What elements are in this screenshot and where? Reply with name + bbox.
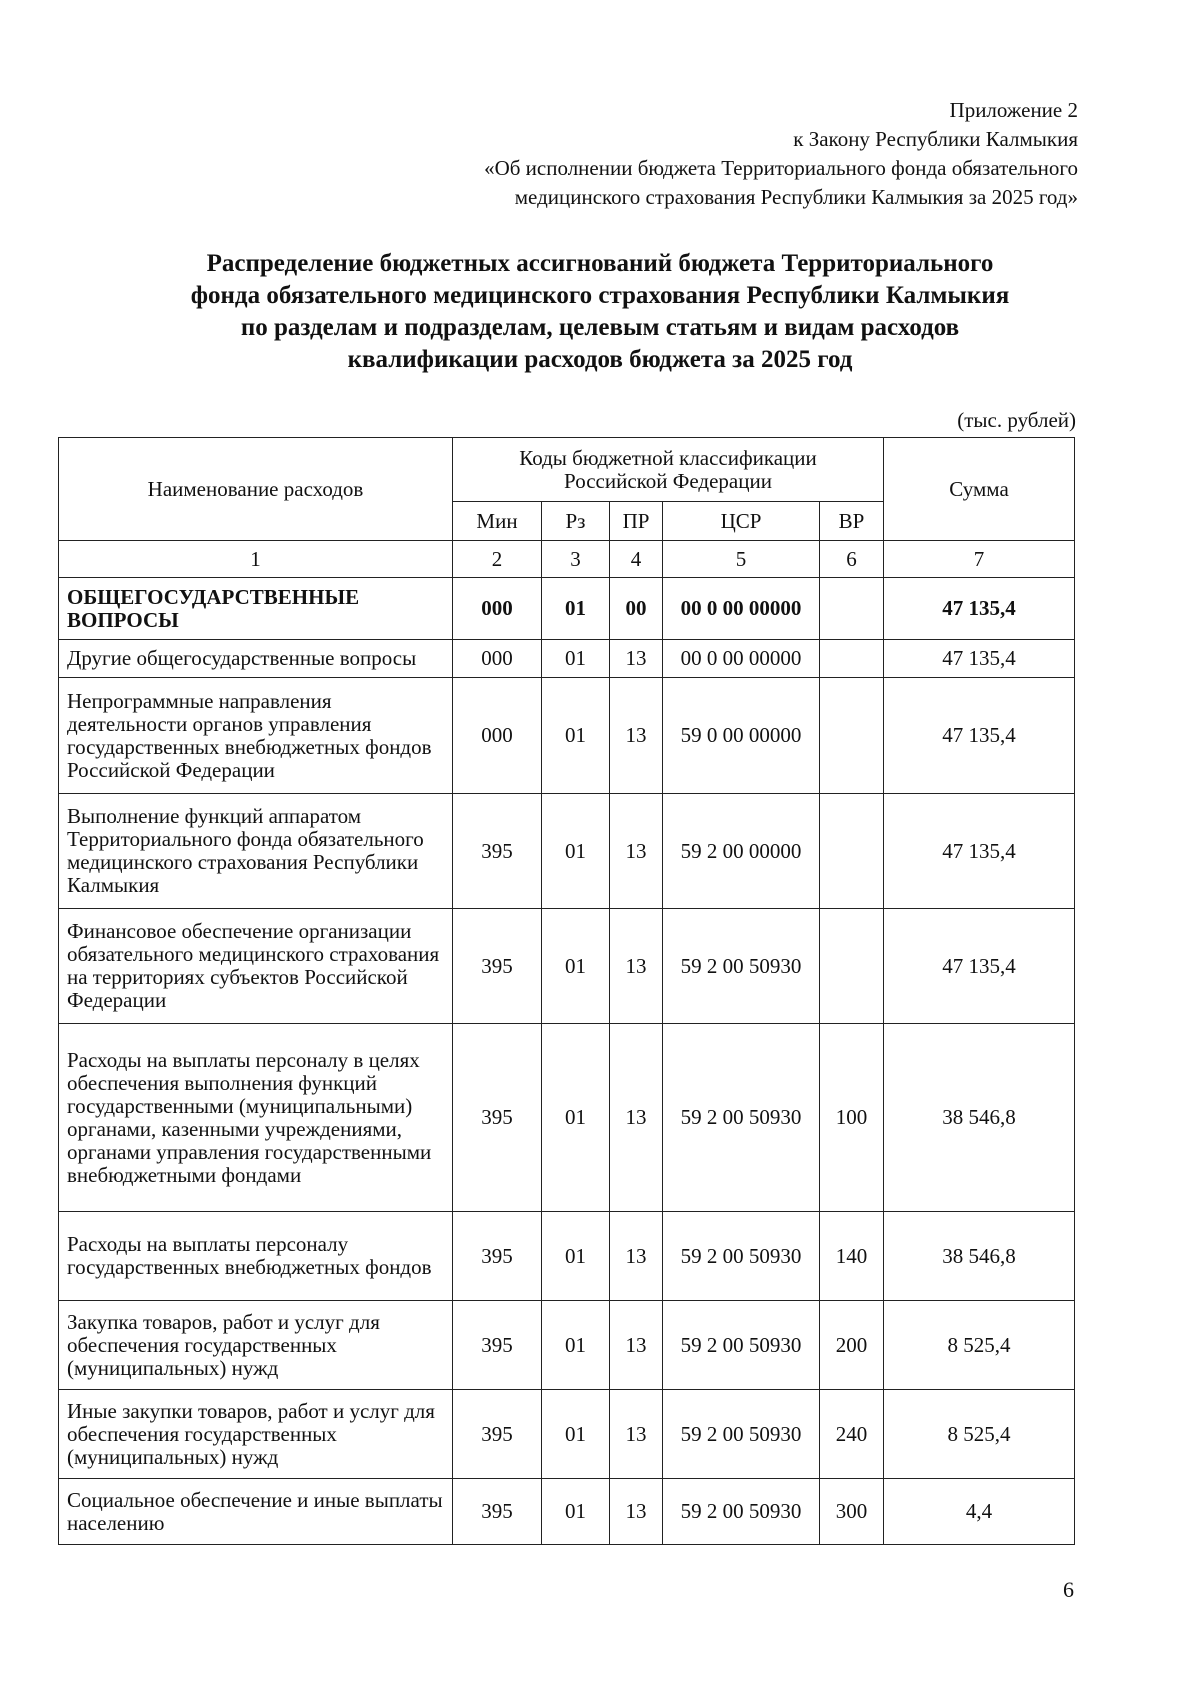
row-rz: 01 [542, 1212, 610, 1301]
row-name: Закупка товаров, работ и услуг для обеспечения государственных (муниципальных) нужд [59, 1301, 453, 1390]
row-vr: 200 [820, 1301, 884, 1390]
header-codes: Коды бюджетной классификации Российской Федерации [453, 438, 884, 502]
table-row [59, 578, 1075, 640]
row-vr: 300 [820, 1479, 884, 1545]
row-csr: 59 0 00 00000 [663, 678, 820, 794]
index-cell: 2 [453, 541, 542, 578]
row-sum: 4,4 [884, 1479, 1075, 1545]
row-pr: 13 [610, 1212, 663, 1301]
row-rz: 01 [542, 640, 610, 678]
row-name: Другие общегосударственные вопросы [59, 640, 453, 678]
row-pr: 13 [610, 794, 663, 909]
row-pr: 13 [610, 678, 663, 794]
index-cell: 1 [59, 541, 453, 578]
header-vr: ВР [820, 502, 884, 541]
row-vr [820, 678, 884, 794]
row-sum: 38 546,8 [884, 1024, 1075, 1212]
row-csr: 00 0 00 00000 [663, 578, 820, 640]
row-pr: 13 [610, 1479, 663, 1545]
index-cell: 3 [542, 541, 610, 578]
row-rz: 01 [542, 678, 610, 794]
title-line: по разделам и подразделам, целевым статьям и видам расходов [240, 314, 960, 341]
row-pr: 13 [610, 640, 663, 678]
row-name: Социальное обеспечение и иные выплаты населению [59, 1479, 453, 1545]
header-csr: ЦСР [663, 502, 820, 541]
table-row [59, 1301, 1075, 1390]
row-vr: 100 [820, 1024, 884, 1212]
row-pr: 13 [610, 909, 663, 1024]
budget-table [58, 437, 1075, 1545]
row-vr [820, 794, 884, 909]
row-csr: 59 2 00 50930 [663, 1024, 820, 1212]
table-row [59, 640, 1075, 678]
row-pr: 13 [610, 1024, 663, 1212]
row-pr: 13 [610, 1301, 663, 1390]
row-min: 395 [453, 1390, 542, 1479]
row-csr: 59 2 00 00000 [663, 794, 820, 909]
row-sum: 47 135,4 [884, 640, 1075, 678]
row-rz: 01 [542, 1479, 610, 1545]
appendix-line: медицинского страхования Республики Калмыкия за 2025 год» [514, 185, 1078, 209]
row-pr: 13 [610, 1390, 663, 1479]
row-name: Выполнение функций аппаратом Территориального фонда обязательного медицинского страхования Республики Калмыкия [59, 794, 453, 909]
row-min: 000 [453, 578, 542, 640]
row-vr: 140 [820, 1212, 884, 1301]
header-min: Мин [453, 502, 542, 541]
table-row [59, 1390, 1075, 1479]
row-min: 395 [453, 1024, 542, 1212]
index-cell: 6 [820, 541, 884, 578]
row-min: 395 [453, 794, 542, 909]
row-rz: 01 [542, 1301, 610, 1390]
row-vr [820, 909, 884, 1024]
row-min: 395 [453, 1301, 542, 1390]
appendix-line: «Об исполнении бюджета Территориального фонда обязательного [484, 156, 1078, 180]
row-vr [820, 640, 884, 678]
row-csr: 59 2 00 50930 [663, 909, 820, 1024]
row-csr: 59 2 00 50930 [663, 1479, 820, 1545]
row-name: Расходы на выплаты персоналу в целях обеспечения выполнения функций государственными (муниципальными) органами, казенными учреждениями, органами управления государственными внебюджетными фондами [59, 1024, 453, 1212]
row-name: Расходы на выплаты персоналу государственных внебюджетных фондов [59, 1212, 453, 1301]
title-line: квалификации расходов бюджета за 2025 год [347, 346, 853, 373]
row-csr: 59 2 00 50930 [663, 1212, 820, 1301]
row-sum: 8 525,4 [884, 1301, 1075, 1390]
appendix-reference [318, 96, 1078, 212]
index-cell: 5 [663, 541, 820, 578]
index-cell: 7 [884, 541, 1075, 578]
row-sum: 47 135,4 [884, 678, 1075, 794]
row-min: 395 [453, 1212, 542, 1301]
row-vr [820, 578, 884, 640]
row-sum: 47 135,4 [884, 578, 1075, 640]
table-row [59, 794, 1075, 909]
header-rz: Рз [542, 502, 610, 541]
table-row [59, 1024, 1075, 1212]
row-rz: 01 [542, 794, 610, 909]
table-row [59, 909, 1075, 1024]
row-name: Иные закупки товаров, работ и услуг для обеспечения государственных (муниципальных) нужд [59, 1390, 453, 1479]
title-line: фонда обязательного медицинского страхования Республики Калмыкия [190, 282, 1010, 309]
header-name: Наименование расходов [59, 438, 453, 541]
document-title [60, 248, 1140, 376]
appendix-line: Приложение 2 [949, 98, 1078, 122]
row-rz: 01 [542, 578, 610, 640]
column-index-row [59, 541, 1075, 578]
units-label: (тыс. рублей) [957, 408, 1076, 432]
page-number: 6 [1063, 1577, 1074, 1602]
row-csr: 59 2 00 50930 [663, 1301, 820, 1390]
row-csr: 00 0 00 00000 [663, 640, 820, 678]
row-rz: 01 [542, 1390, 610, 1479]
table-row [59, 678, 1075, 794]
row-vr: 240 [820, 1390, 884, 1479]
row-min: 000 [453, 678, 542, 794]
row-min: 395 [453, 1479, 542, 1545]
row-min: 000 [453, 640, 542, 678]
row-sum: 8 525,4 [884, 1390, 1075, 1479]
table-row [59, 1479, 1075, 1545]
row-pr: 00 [610, 578, 663, 640]
appendix-line: к Закону Республики Калмыкия [793, 127, 1078, 151]
row-sum: 47 135,4 [884, 909, 1075, 1024]
row-csr: 59 2 00 50930 [663, 1390, 820, 1479]
row-min: 395 [453, 909, 542, 1024]
row-rz: 01 [542, 909, 610, 1024]
row-sum: 38 546,8 [884, 1212, 1075, 1301]
row-name: ОБЩЕГОСУДАРСТВЕННЫЕ ВОПРОСЫ [59, 578, 453, 640]
row-name: Непрограммные направления деятельности органов управления государственных внебюджетных фондов Российской Федерации [59, 678, 453, 794]
header-sum: Сумма [884, 438, 1075, 541]
title-line: Распределение бюджетных ассигнований бюджета Территориального [206, 250, 994, 277]
row-rz: 01 [542, 1024, 610, 1212]
row-sum: 47 135,4 [884, 794, 1075, 909]
index-cell: 4 [610, 541, 663, 578]
row-name: Финансовое обеспечение организации обязательного медицинского страхования на территориях субъектов Российской Федерации [59, 909, 453, 1024]
header-pr: ПР [610, 502, 663, 541]
table-row [59, 1212, 1075, 1301]
